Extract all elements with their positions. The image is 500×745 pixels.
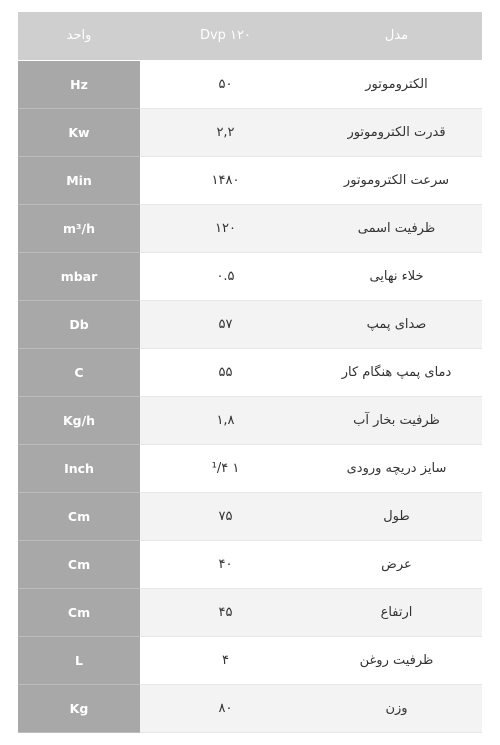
table-row xyxy=(18,204,482,252)
table-row xyxy=(18,684,482,732)
spec-table-container xyxy=(18,12,482,733)
table-row xyxy=(18,252,482,300)
unit-cell: L xyxy=(18,636,140,684)
value-cell: ۵۵ xyxy=(140,348,311,396)
unit-cell: Min xyxy=(18,156,140,204)
unit-cell: m³/h xyxy=(18,204,140,252)
header-value: Dvp ۱۲۰ xyxy=(140,12,311,60)
value-cell: ۷۵ xyxy=(140,492,311,540)
label-cell: ظرفیت اسمی xyxy=(311,204,482,252)
unit-cell: Cm xyxy=(18,540,140,588)
unit-cell: Db xyxy=(18,300,140,348)
unit-cell: Kg xyxy=(18,684,140,732)
unit-cell: Inch xyxy=(18,444,140,492)
value-cell: ۴۵ xyxy=(140,588,311,636)
label-cell: ارتفاع xyxy=(311,588,482,636)
unit-cell: Hz xyxy=(18,60,140,108)
table-row xyxy=(18,108,482,156)
unit-cell: C xyxy=(18,348,140,396)
table-row xyxy=(18,300,482,348)
header-model: مدل xyxy=(311,12,482,60)
unit-cell: Kg/h xyxy=(18,396,140,444)
table-row xyxy=(18,60,482,108)
label-cell: عرض xyxy=(311,540,482,588)
label-cell: خلاء نهایی xyxy=(311,252,482,300)
spec-table xyxy=(18,12,482,733)
table-row xyxy=(18,636,482,684)
value-cell: ۱ ¹/۴ xyxy=(140,444,311,492)
label-cell: طول xyxy=(311,492,482,540)
table-header-row xyxy=(18,12,482,60)
label-cell: دمای پمپ هنگام کار xyxy=(311,348,482,396)
value-cell: ۱۲۰ xyxy=(140,204,311,252)
unit-cell: mbar xyxy=(18,252,140,300)
label-cell: سایز دریچه ورودی xyxy=(311,444,482,492)
label-cell: ظرفیت بخار آب xyxy=(311,396,482,444)
table-row xyxy=(18,588,482,636)
value-cell: ۵۰ xyxy=(140,60,311,108)
unit-cell: Cm xyxy=(18,492,140,540)
value-cell: ۲,۲ xyxy=(140,108,311,156)
value-cell: ۱۴۸۰ xyxy=(140,156,311,204)
table-row xyxy=(18,444,482,492)
value-cell: ۴۰ xyxy=(140,540,311,588)
table-row xyxy=(18,156,482,204)
table-row xyxy=(18,348,482,396)
label-cell: سرعت الکتروموتور xyxy=(311,156,482,204)
value-cell: ۱,۸ xyxy=(140,396,311,444)
value-cell: ۸۰ xyxy=(140,684,311,732)
label-cell: ظرفیت روغن xyxy=(311,636,482,684)
unit-cell: Cm xyxy=(18,588,140,636)
label-cell: قدرت الکتروموتور xyxy=(311,108,482,156)
unit-cell: Kw xyxy=(18,108,140,156)
value-cell: ۴ xyxy=(140,636,311,684)
header-unit: واحد xyxy=(18,12,140,60)
label-cell: وزن xyxy=(311,684,482,732)
table-row xyxy=(18,492,482,540)
label-cell: الکتروموتور xyxy=(311,60,482,108)
table-row xyxy=(18,540,482,588)
table-row xyxy=(18,396,482,444)
value-cell: ۰.۵ xyxy=(140,252,311,300)
label-cell: صدای پمپ xyxy=(311,300,482,348)
value-cell: ۵۷ xyxy=(140,300,311,348)
